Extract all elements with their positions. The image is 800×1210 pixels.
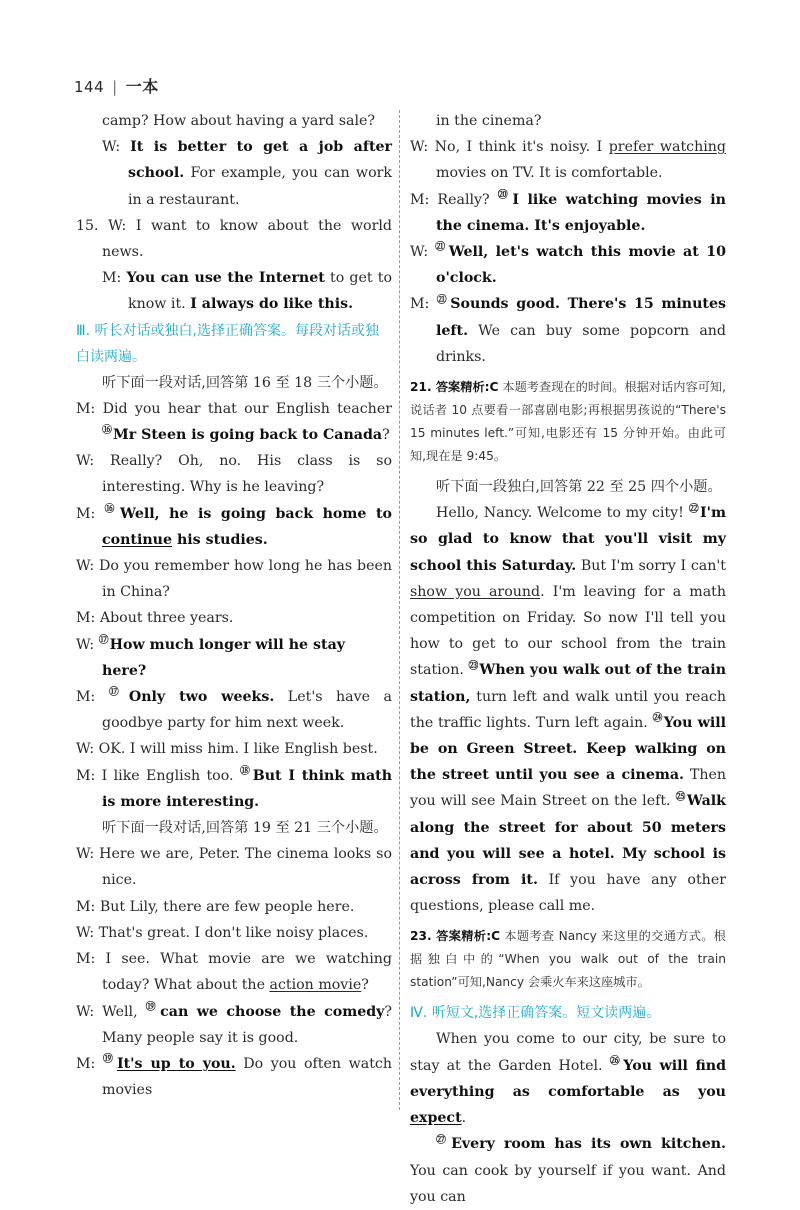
page-header	[74, 74, 159, 97]
dialogue-line: W: That's great. I don't like noisy places.	[76, 924, 369, 941]
instruction-text: 听下面一段对话,回答第 19 至 21 三个小题。	[102, 820, 388, 837]
right-column	[410, 108, 726, 1210]
section-4-heading: Ⅳ. 听短文,选择正确答案。短文读两遍。	[410, 1005, 661, 1022]
dialogue-line: W: ⑰How much longer will he stay here?	[76, 634, 346, 679]
dialogue-line: W: Well, ⑲can we choose the comedy? Many people say it is good.	[76, 1001, 393, 1046]
passage-paragraph: When you come to our city, be sure to stay at the Garden Hotel. $^㉖$You will find everything as comfortable as you expect.	[410, 1031, 726, 1127]
header-separator: |	[112, 78, 118, 96]
dialogue-line: M: ⑯Well, he is going back home to continue his studies.	[76, 503, 392, 548]
dialogue-line: camp? How about having a yard sale?	[102, 113, 376, 129]
dialogue-line: W: It is better to get a job after school. For example, you can work in a restaurant.	[102, 139, 392, 208]
left-column	[76, 108, 392, 1103]
column-divider	[399, 110, 400, 1110]
dialogue-line: M: I see. What movie are we watching today? What about the action movie?	[76, 951, 393, 994]
dialogue-line: M: ⑲It's up to you. Do you often watch movies	[76, 1054, 392, 1099]
dialogue-line: W: OK. I will miss him. I like English best.	[76, 741, 378, 758]
passage-paragraph: $^㉗$Every room has its own kitchen. You can cook by yourself if you want. And you can	[410, 1134, 726, 1205]
dialogue-line: W: Do you remember how long he has been in China?	[76, 558, 392, 601]
dialogue-line: M: But Lily, there are few people here.	[76, 898, 355, 915]
dialogue-line: M: Really? ⑳I like watching movies in the cinema. It's enjoyable.	[410, 189, 727, 234]
page-number: 144	[74, 78, 105, 96]
answer-note-21: 21. 答案精析:C 本题考查现在的时间。根据对话内容可知,说话者 10 点要看一部喜剧电影;再根据男孩说的“There's 15 minutes left.”可知,电影还有 15 分钟开始。由此可知,现在是 9:45。	[410, 380, 726, 464]
dialogue-line: M: I like English too. ⑱But I think math is more interesting.	[76, 765, 393, 810]
dialogue-line: W: Here we are, Peter. The cinema looks so nice.	[76, 846, 392, 889]
dialogue-line: M: You can use the Internet to get to know it. I always do like this.	[102, 270, 392, 313]
dialogue-line: W: No, I think it's noisy. I prefer watching movies on TV. It is comfortable.	[410, 139, 727, 182]
dialogue-line: M: Did you hear that our English teacher ⑯Mr Steen is going back to Canada?	[76, 400, 393, 444]
brand-logo: 一本	[125, 77, 159, 96]
section-3-heading: Ⅲ. 听长对话或独白,选择正确答案。每段对话或独白读两遍。	[76, 322, 380, 365]
question-15: 15. W: I want to know about the world news.	[76, 217, 392, 261]
dialogue-line: in the cinema?	[436, 113, 542, 129]
instruction-text: 听下面一段独白,回答第 22 至 25 四个小题。	[436, 479, 722, 496]
monologue-paragraph: Hello, Nancy. Welcome to my city! $^㉒$I'm so glad to know that you'll visit my school this Saturday. But I'm sorry I can't show you around. I'm leaving for a math competition on Friday. So now I'll tell you how to get to our school from the train station. $^㉓$When you walk out of the train station, turn left and walk until you reach the traffic lights. Turn left again. $^㉔$You will be on Green Street. Keep walking on the street until you see a cinema. Then you will see Main Street on the left. $^㉕$Walk along the street for about 50 meters and you will see a hotel. My school is across from it. If you have any other questions, please call me.	[410, 503, 727, 915]
instruction-text: 听下面一段对话,回答第 16 至 18 三个小题。	[102, 374, 388, 391]
dialogue-line: M: $^㉑$Sounds good. There's 15 minutes left. We can buy some popcorn and drinks.	[410, 294, 726, 365]
dialogue-line: W: Really? Oh, no. His class is so interesting. Why is he leaving?	[76, 453, 392, 496]
answer-note-23: 23. 答案精析:C 本题考查 Nancy 来这里的交通方式。根据独白中的“When you walk out of the train station”可知,Nancy 会乘火车来这座城市。	[410, 929, 726, 990]
dialogue-line: M: About three years.	[76, 610, 234, 627]
dialogue-line: W: $^㉑$Well, let's watch this movie at 10 o'clock.	[410, 242, 726, 287]
dialogue-line: M: ⑰Only two weeks. Let's have a goodbye party for him next week.	[76, 687, 392, 732]
